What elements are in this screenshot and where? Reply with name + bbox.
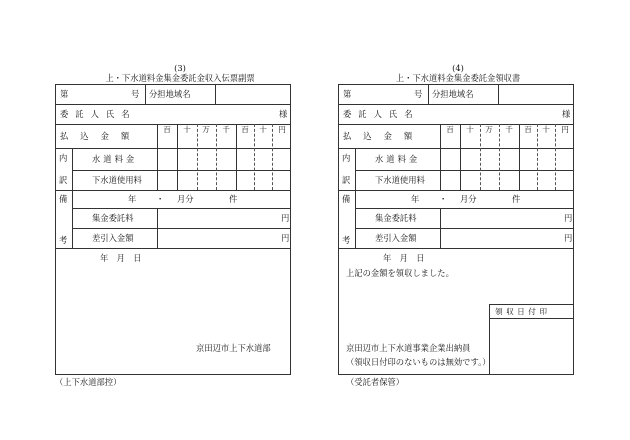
digit-label: 百 bbox=[163, 125, 171, 134]
month-label: 月分 bbox=[460, 194, 477, 204]
payment-label: 払込金額 bbox=[60, 131, 142, 141]
area-label: 分担地域名 bbox=[432, 89, 474, 99]
form-frame bbox=[338, 84, 574, 375]
client-label: 委託人氏名 bbox=[343, 109, 420, 119]
digit-label: 円 bbox=[561, 125, 569, 134]
digit-label: 十 bbox=[466, 125, 474, 134]
client-suffix: 様 bbox=[279, 109, 288, 119]
validity-note: （領収日付印のないものは無効です。） bbox=[346, 357, 491, 367]
digit-label: 十 bbox=[259, 125, 267, 134]
client-label: 委託人氏名 bbox=[60, 109, 137, 119]
year-label: 年 bbox=[411, 194, 420, 204]
remarks-label-1: 備 bbox=[59, 194, 68, 204]
water-fee-label: 水道料金 bbox=[375, 154, 421, 164]
issuer-label: 京田辺市上下水道部 bbox=[196, 343, 271, 353]
year-label: 年 bbox=[128, 194, 137, 204]
sewer-fee-label: 下水道使用料 bbox=[92, 175, 142, 185]
remarks-label-2: 考 bbox=[342, 235, 351, 245]
form-number: (3) bbox=[174, 63, 186, 73]
footer-label: （受託者保管） bbox=[346, 377, 405, 387]
stamp-label: 領収日付印 bbox=[495, 307, 551, 316]
form-title: 上・下水道料金集金委託金収入伝票副票 bbox=[105, 73, 255, 83]
yen-label: 円 bbox=[564, 213, 573, 223]
digit-label: 円 bbox=[278, 125, 286, 134]
deduction-label: 差引入金額 bbox=[375, 233, 417, 243]
form-number: (4) bbox=[452, 63, 464, 73]
number-label: 第 bbox=[343, 89, 352, 99]
count-label: 件 bbox=[512, 194, 521, 204]
digit-label: 万 bbox=[202, 125, 210, 134]
client-suffix: 様 bbox=[562, 109, 571, 119]
month-label: 月分 bbox=[177, 194, 194, 204]
sewer-fee-label: 下水道使用料 bbox=[375, 175, 425, 185]
digit-label: 百 bbox=[241, 125, 249, 134]
remarks-label-2: 考 bbox=[59, 235, 68, 245]
count-label: 件 bbox=[229, 194, 238, 204]
digit-label: 十 bbox=[542, 125, 550, 134]
area-label: 分担地域名 bbox=[149, 89, 191, 99]
water-fee-label: 水道料金 bbox=[92, 154, 138, 164]
breakdown-label-1: 内 bbox=[59, 153, 68, 163]
yen-label: 円 bbox=[281, 233, 290, 243]
digit-label: 十 bbox=[183, 125, 191, 134]
receipt-text: 上記の金額を領収しました。 bbox=[346, 268, 454, 278]
date-label: 年 月 日 bbox=[383, 253, 425, 263]
number-label: 第 bbox=[60, 89, 69, 99]
form-title: 上・下水道料金集金委託金領収書 bbox=[395, 73, 521, 83]
payment-label: 払込金額 bbox=[343, 131, 425, 141]
commission-label: 集金委託料 bbox=[375, 213, 417, 223]
footer-label: （上下水道部控） bbox=[55, 377, 122, 387]
breakdown-label-1: 内 bbox=[342, 153, 351, 163]
commission-label: 集金委託料 bbox=[92, 213, 134, 223]
breakdown-label-2: 訳 bbox=[59, 175, 68, 185]
form-frame bbox=[55, 84, 291, 375]
deduction-label: 差引入金額 bbox=[92, 233, 134, 243]
issuer-label: 京田辺市上下水道事業企業出納員 bbox=[346, 343, 471, 353]
breakdown-label-2: 訳 bbox=[342, 175, 351, 185]
separator-dot: ・ bbox=[439, 194, 448, 204]
remarks-label-1: 備 bbox=[342, 194, 351, 204]
digit-label: 千 bbox=[505, 125, 513, 134]
number-suffix: 号 bbox=[131, 89, 140, 99]
digit-label: 千 bbox=[222, 125, 230, 134]
digit-label: 百 bbox=[446, 125, 454, 134]
digit-label: 万 bbox=[485, 125, 493, 134]
yen-label: 円 bbox=[281, 213, 290, 223]
separator-dot: ・ bbox=[156, 194, 165, 204]
date-label: 年 月 日 bbox=[100, 253, 142, 263]
number-suffix: 号 bbox=[414, 89, 423, 99]
digit-label: 百 bbox=[524, 125, 532, 134]
yen-label: 円 bbox=[564, 233, 573, 243]
